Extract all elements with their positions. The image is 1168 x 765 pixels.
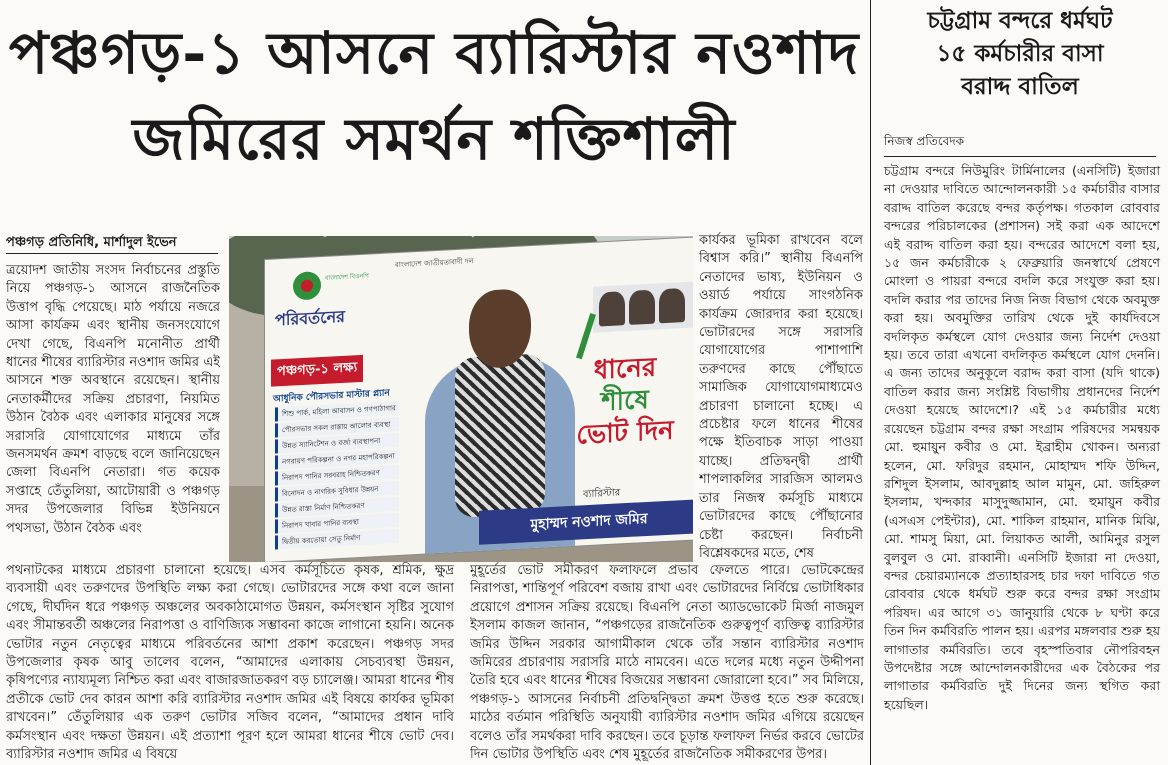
side-headline-line-2: ১৫ কর্মচারীর বাসা xyxy=(936,40,1104,67)
plan-item: নগরায়ণ পরিকল্পনা ও নগর মহাপরিকল্পনা xyxy=(275,449,399,469)
plan-item: শিশু পার্ক, মহিলা আবাসন ও গণপাঠাগার xyxy=(275,401,399,421)
plan-list xyxy=(275,401,399,551)
leader-thumbnails xyxy=(593,282,693,333)
banner-slogan xyxy=(575,351,675,452)
plan-item: নিরাপদ পানির সরবরাহ নিশ্চিতকরণ xyxy=(275,465,399,485)
side-byline-rule xyxy=(884,156,1156,157)
banner-small-text: বাংলাদেশ জাতীয়তাবাদী দল xyxy=(395,257,474,270)
headline-line-1: পঞ্চগড়-১ আসনে ব্যারিস্টার নওশাদ xyxy=(8,19,860,87)
side-headline xyxy=(884,4,1156,103)
side-story-text: চট্টগ্রাম বন্দরে নিউমুরিং টার্মিনালের (এনসিটি) ইজারা না দেওয়ার দাবিতে আন্দোলনকারী ১৫ কর্মচারীর বাসার বরাদ্দ বাতিল করেছে বন্দর কর্তৃপক্ষ। গতকাল রোববার বন্দরের পরিচালকের (প্রশাসন) সই করা এক আদেশে এই বরাদ্দ বাতিল করা হয়। বন্দরের আদেশে বলা হয়, ১৫ জন কর্মচারীকে ২ ফেব্রুয়ারি জনস্বার্থে প্রেষণে মোংলা ও পায়রা বন্দরে বদলি করে সংযুক্ত করা হয়। বদলি করার পর তাদের নিজ নিজ বিভাগ থেকে অবমুক্ত করা হয়। অবমুক্তির তারিখ থেকে দুই কার্যদিবসে বদলিকৃত কর্মস্থলে যোগ দেওয়ার জন্য নির্দেশ দেওয়া হয়। তবে তারা এখনো বদলিকৃত কর্মস্থলে যোগ দেননি। এ জন্য তাদের অনুকূলে বরাদ্দ করা বাসা (যদি থাকে) বাতিল করার জন্য সংশ্লিষ্ট বিভাগীয় প্রধানদের নির্দেশ দেওয়া হয়েছে আদেশে।? এই ১৫ কর্মচারীর মধ্যে রয়েছেন চট্টগ্রাম বন্দর রক্ষা সংগ্রাম পরিষদের সমন্বয়ক মো. হুমায়ুন কবীর ও মো. ইব্রাহীম খোকন। অন্যরা হলেন, মো. ফরিদুর রহমান, মোহাম্মদ শফি উদ্দিন, রশিদুল ইসলাম, আবদুল্লাহ আল মামুন, মো. জহিরুল ইসলাম, খন্দকার মাসুদুজ্জামান, মো. হুমায়ুন কবীর (এসএস পেইন্টার), মো. শাকিল রাহমান, মানিক মিঝি, মো. শামসু মিয়া, মো. লিয়াকত আলী, আমিনুর রসুল বুলবুল ও মো. রাব্বানী। এনসিটি ইজারা না দেওয়া, বন্দর চেয়ারম্যানকে প্রত্যাহারসহ চার দফা দাবিতে গত রোববার থেকে ধর্মঘট শুরু করে বন্দর রক্ষা সংগ্রাম পরিষদ। এর আগে ৩১ জানুয়ারি থেকে ৮ ঘণ্টা করে তিন দিন কর্মবিরতি পালন হয়। এরপর মঙ্গলবার শুরু হয় লাগাতার কর্মবিরতি। তবে বৃহস্পতিবার নৌপরিবহন উপদেষ্টার সঙ্গে আন্দোলনকারীদের এক বৈঠকের পর লাগাতার কর্মবিরতি দুই দিনের জন্য স্থগিত করা হয়েছিল। xyxy=(884,163,1160,712)
slogan-line-3: ভোট দিন xyxy=(576,415,674,451)
candidate-name: মুহাম্মদ নওশাদ জমির xyxy=(479,499,693,545)
banner-heading xyxy=(275,300,415,334)
main-headline xyxy=(0,0,868,182)
main-byline: পঞ্চগড় প্রতিনিধি, মার্শাদুল ইভেন xyxy=(6,235,177,250)
plan-item: উন্নত স্যানিটেশন ও বর্জ্য ব্যবস্থাপনা xyxy=(275,433,399,453)
plan-item: নিরাপদ খাবার পানির ব্যবস্থা xyxy=(275,513,399,533)
plan-item: দ্বিতীয় করতোয়া সেতু নির্মাণ xyxy=(275,529,399,549)
main-story-col-2 xyxy=(699,232,863,560)
slogan-line-2: শীষে xyxy=(601,384,649,418)
side-headline-line-1: চট্টগ্রাম বন্দরে ধর্মঘট xyxy=(927,7,1113,34)
portrait-scarf xyxy=(455,353,545,518)
main-story-text-4: মুহূর্তের ভোট সমীকরণ ফলাফলে প্রভাব ফেলতে পারে। ভোটকেন্দ্রের নিরাপত্তা, শান্তিপূর্ণ পরিবেশ বজায় রাখা এবং ভোটারদের নির্বিঘ্নে ভোটাধিকার প্রয়োগে প্রশাসন সক্রিয় রয়েছে। বিএনপি নেতা অ্যাডভোকেট মির্জা নাজমুল ইসলাম কাজল জানান, “পঞ্চগড়ের রাজনৈতিক গুরুত্বপূর্ণ ব্যক্তিত্ব ব্যারিস্টার জমির উদ্দিন সরকার আগামীকাল থেকে তাঁর সন্তান ব্যারিস্টার নওশাদ জমিরের প্রচারণায় সরাসরি মাঠে নামবেন। এতে দলের মধ্যে নতুন উদ্দীপনা তৈরি হবে এবং ধানের শীষের বিজয়ের সম্ভাবনা জোরালো হবে।” সব মিলিয়ে, পঞ্চগড়-১ আসনের নির্বাচনী প্রতিদ্বন্দ্বিতা ক্রমশ উত্তপ্ত হতে শুরু করেছে। মাঠের বর্তমান পরিস্থিতি অনুযায়ী ব্যারিস্টার নওশাদ জমির এগিয়ে রয়েছেন বলেও তাঁর সমর্থকরা দাবি করছেন। তবে চূড়ান্ত ফলাফল নির্ভর করবে ভোটের দিন ভোটার উপস্থিতি এবং শেষ মুহূর্তের রাজনৈতিক সমীকরণের উপর। xyxy=(470,563,864,763)
banner-heading-text: পরিবর্তনের xyxy=(275,306,345,330)
side-byline: নিজস্ব প্রতিবেদক xyxy=(884,134,965,148)
leader-thumbnail xyxy=(659,288,685,323)
plan-item: বিনোদন ও নাগরিক সুবিধার উন্নয়ন xyxy=(275,481,399,501)
paddy-sheaf-icon xyxy=(576,313,596,359)
main-byline-rule xyxy=(6,253,218,254)
plan-item: উন্নত রাস্তা নির্মাণ নিশ্চিতকরণ xyxy=(275,497,399,517)
main-story-col-4 xyxy=(470,562,864,765)
main-story-text-3: পথনাটকের মাধ্যমে প্রচারণা চালানো হয়েছে। এসব কর্মসূচিতে কৃষক, শ্রমিক, ক্ষুদ্র ব্যবসায়ী এবং তরুণদের উপস্থিতি লক্ষ্য করা গেছে। ভোটারদের সঙ্গে কথা বলে জানা গেছে, দীর্ঘদিন ধরে পঞ্চগড় অঞ্চলের অবকাঠামোগত উন্নয়ন, কর্মসংস্থান সৃষ্টির সুযোগ এবং সীমান্তবর্তী অঞ্চলের নিরাপত্তা ও বাণিজ্যিক সম্ভাবনা কাজে লাগানো হয়নি। অনেক ভোটার নতুন নেতৃত্বের মাধ্যমে পরিবর্তনের আশা প্রকাশ করেছেন। পঞ্চগড় সদর উপজেলার কৃষক আবু তালেব বলেন, “আমাদের এলাকায় সেচব্যবস্থা উন্নয়ন, কৃষিপণ্যের ন্যায্যমূল্য নিশ্চিত করা এবং বাজারজাতকরণ বড় চ্যালেঞ্জ। আমরা ধানের শীষ প্রতীকে ভোট দেব কারন আশা করি ব্যারিস্টার নওশাদ জমির এই বিষয়ে কার্যকর ভূমিকা রাখবেন।” তেঁতুলিয়ার এক তরুণ ভোটার সজিব বলেন, “আমাদের প্রধান দাবি কর্মসংস্থান এবং দক্ষতা উন্নয়ন। এই প্রত্যাশা পূরণ হলে আমরা ধানের শীষে ভোট দেব। ব্যারিস্টার নওশাদ জমির এ বিষয়ে xyxy=(6,563,454,763)
main-story-col-3 xyxy=(6,562,454,765)
side-story-body xyxy=(884,162,1160,714)
plan-title: আধুনিক পৌরসভার মাস্টার প্ল্যান xyxy=(273,388,390,405)
side-headline-line-3: বরাদ্দ বাতিল xyxy=(961,73,1079,100)
leader-thumbnail xyxy=(629,290,655,325)
leader-thumbnail xyxy=(599,291,625,326)
campaign-banner-photo xyxy=(229,236,693,562)
main-story-text-2: কার্যকর ভূমিকা রাখবেন বলে বিশ্বাস করি।” স্থানীয় বিএনপি নেতাদের ভাষ্য, ইউনিয়ন ও ওয়ার্ড পর্যায়ে সাংগঠনিক কার্যক্রম জোরদার করা হয়েছে। ভোটারদের সঙ্গে সরাসরি যোগাযোগের পাশাপাশি তরুণদের কাছে পৌঁছাতে সামাজিক যোগাযোগমাধ্যমেও প্রচারণা চালানো হচ্ছে। এ প্রচেষ্টার ফলে ধানের শীষের পক্ষে ইতিবাচক সাড়া পাওয়া যাচ্ছে। প্রতিদ্বন্দ্বী প্রার্থী শাপলাকলির সারজিস আলমও তার নিজস্ব কর্মসূচি মাধ্যমে ভোটারদের কাছে পৌঁছানোর চেষ্টা করছেন। নির্বাচনী বিশ্লেষকদের মতে, শেষ xyxy=(699,233,863,560)
campaign-banner xyxy=(265,237,693,562)
party-caption: বাংলাদেশ বিএনপি xyxy=(325,272,369,282)
banner-pill: পঞ্চগড়-১ লক্ষ্য xyxy=(271,355,363,387)
candidate-title: ব্যারিস্টার xyxy=(583,487,621,501)
plan-item: পৌরসভার সকল রাস্তায় আলোর ব্যবস্থা xyxy=(275,417,399,437)
column-divider xyxy=(870,0,871,765)
main-story-text-1: ত্রয়োদশ জাতীয় সংসদ নির্বাচনের প্রস্তুতি নিয়ে পঞ্চগড়-১ আসনে রাজনৈতিক উত্তাপ বৃদ্ধি পেয়েছে। মাঠ পর্যায়ে নজরে আসা কার্যক্রম এবং স্থানীয় জনসংযোগে দেখা গেছে, বিএনপি মনোনীত প্রার্থী ধানের শীষের ব্যারিস্টার নওশাদ জমির এই আসনে শক্ত অবস্থানে রয়েছেন। স্থানীয় নেতাকর্মীদের সক্রিয় প্রচারণা, নিয়মিত উঠান বৈঠক এবং এলাকার মানুষের সঙ্গে সরাসরি যোগাযোগের মাধ্যমে তাঁর জনসমর্থন ক্রমশ বাড়ছে বলে জানিয়েছেন জেলা বিএনপি নেতারা। গত কয়েক সপ্তাহে তেঁতুলিয়া, আটোয়ারী ও পঞ্চগড় সদর উপজেলার বিভিন্ন ইউনিয়নে পথসভা, উঠান বৈঠক এবং xyxy=(6,263,220,536)
slogan-line-1: ধানের xyxy=(593,352,657,386)
headline-line-2: জমিরের সমর্থন শক্তিশালী xyxy=(132,105,736,173)
main-story-col-1 xyxy=(6,262,220,558)
